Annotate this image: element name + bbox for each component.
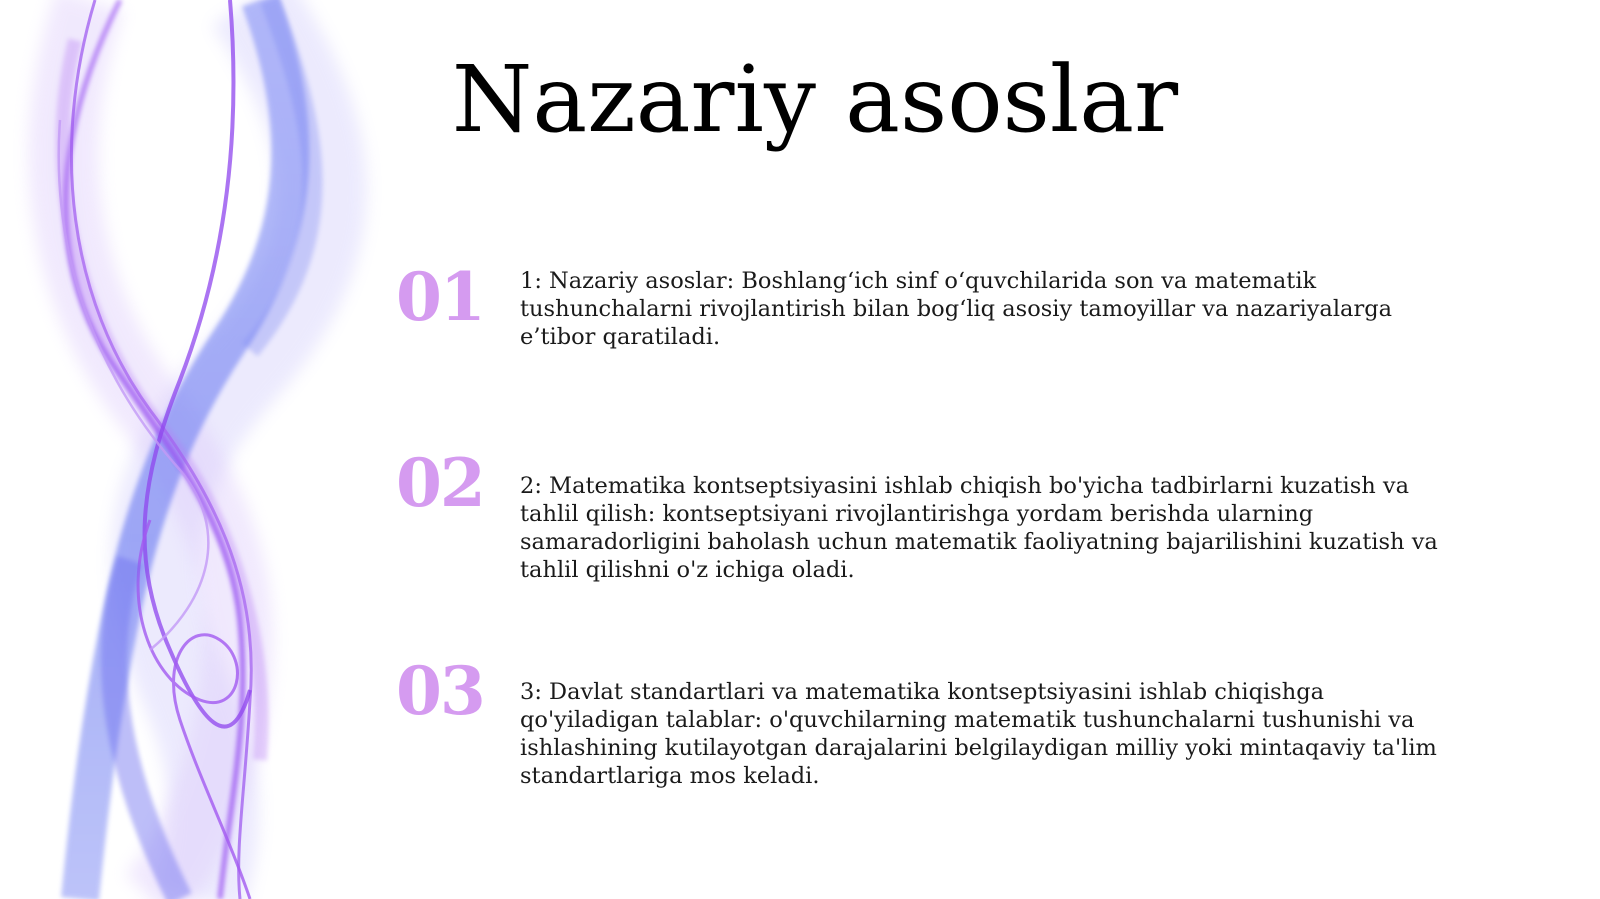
item-text-01: 1: Nazariy asoslar: Boshlang‘ich sinf o‘quvchilarida son va matematik tushunchalarni rivojlantirish bilan bog‘liq asosiy tamoyillar va nazariyalarga e’tibor qaratiladi. [520,268,1393,350]
item-number-03: 03 [396,652,484,730]
slide-title: Nazariy asoslar [451,46,1179,153]
item-text-02: 2: Matematika kontseptsiyasini ishlab chiqish bo'yicha tadbirlarni kuzatish va tahlil qilish: kontseptsiyani rivojlantirishga yordam berishda ularning samaradorligini baholash uchun matematik faoliyatning bajarilishini kuzatish va tahlil qilishni o'z ichiga oladi. [520,473,1438,583]
item-number-01: 01 [396,258,484,336]
item-text-03: 3: Davlat standartlari va matematika kontseptsiyasini ishlab chiqishga qo'yiladigan talablar: o'quvchilarning matematik tushunchalarni tushunishi va ishlashining kutilayotgan darajalarini belgilaydigan milliy yoki mintaqaviy ta'lim standartlariga mos keladi. [520,679,1437,789]
item-number-02: 02 [396,444,484,522]
purple-smoke-decoration [0,0,420,899]
